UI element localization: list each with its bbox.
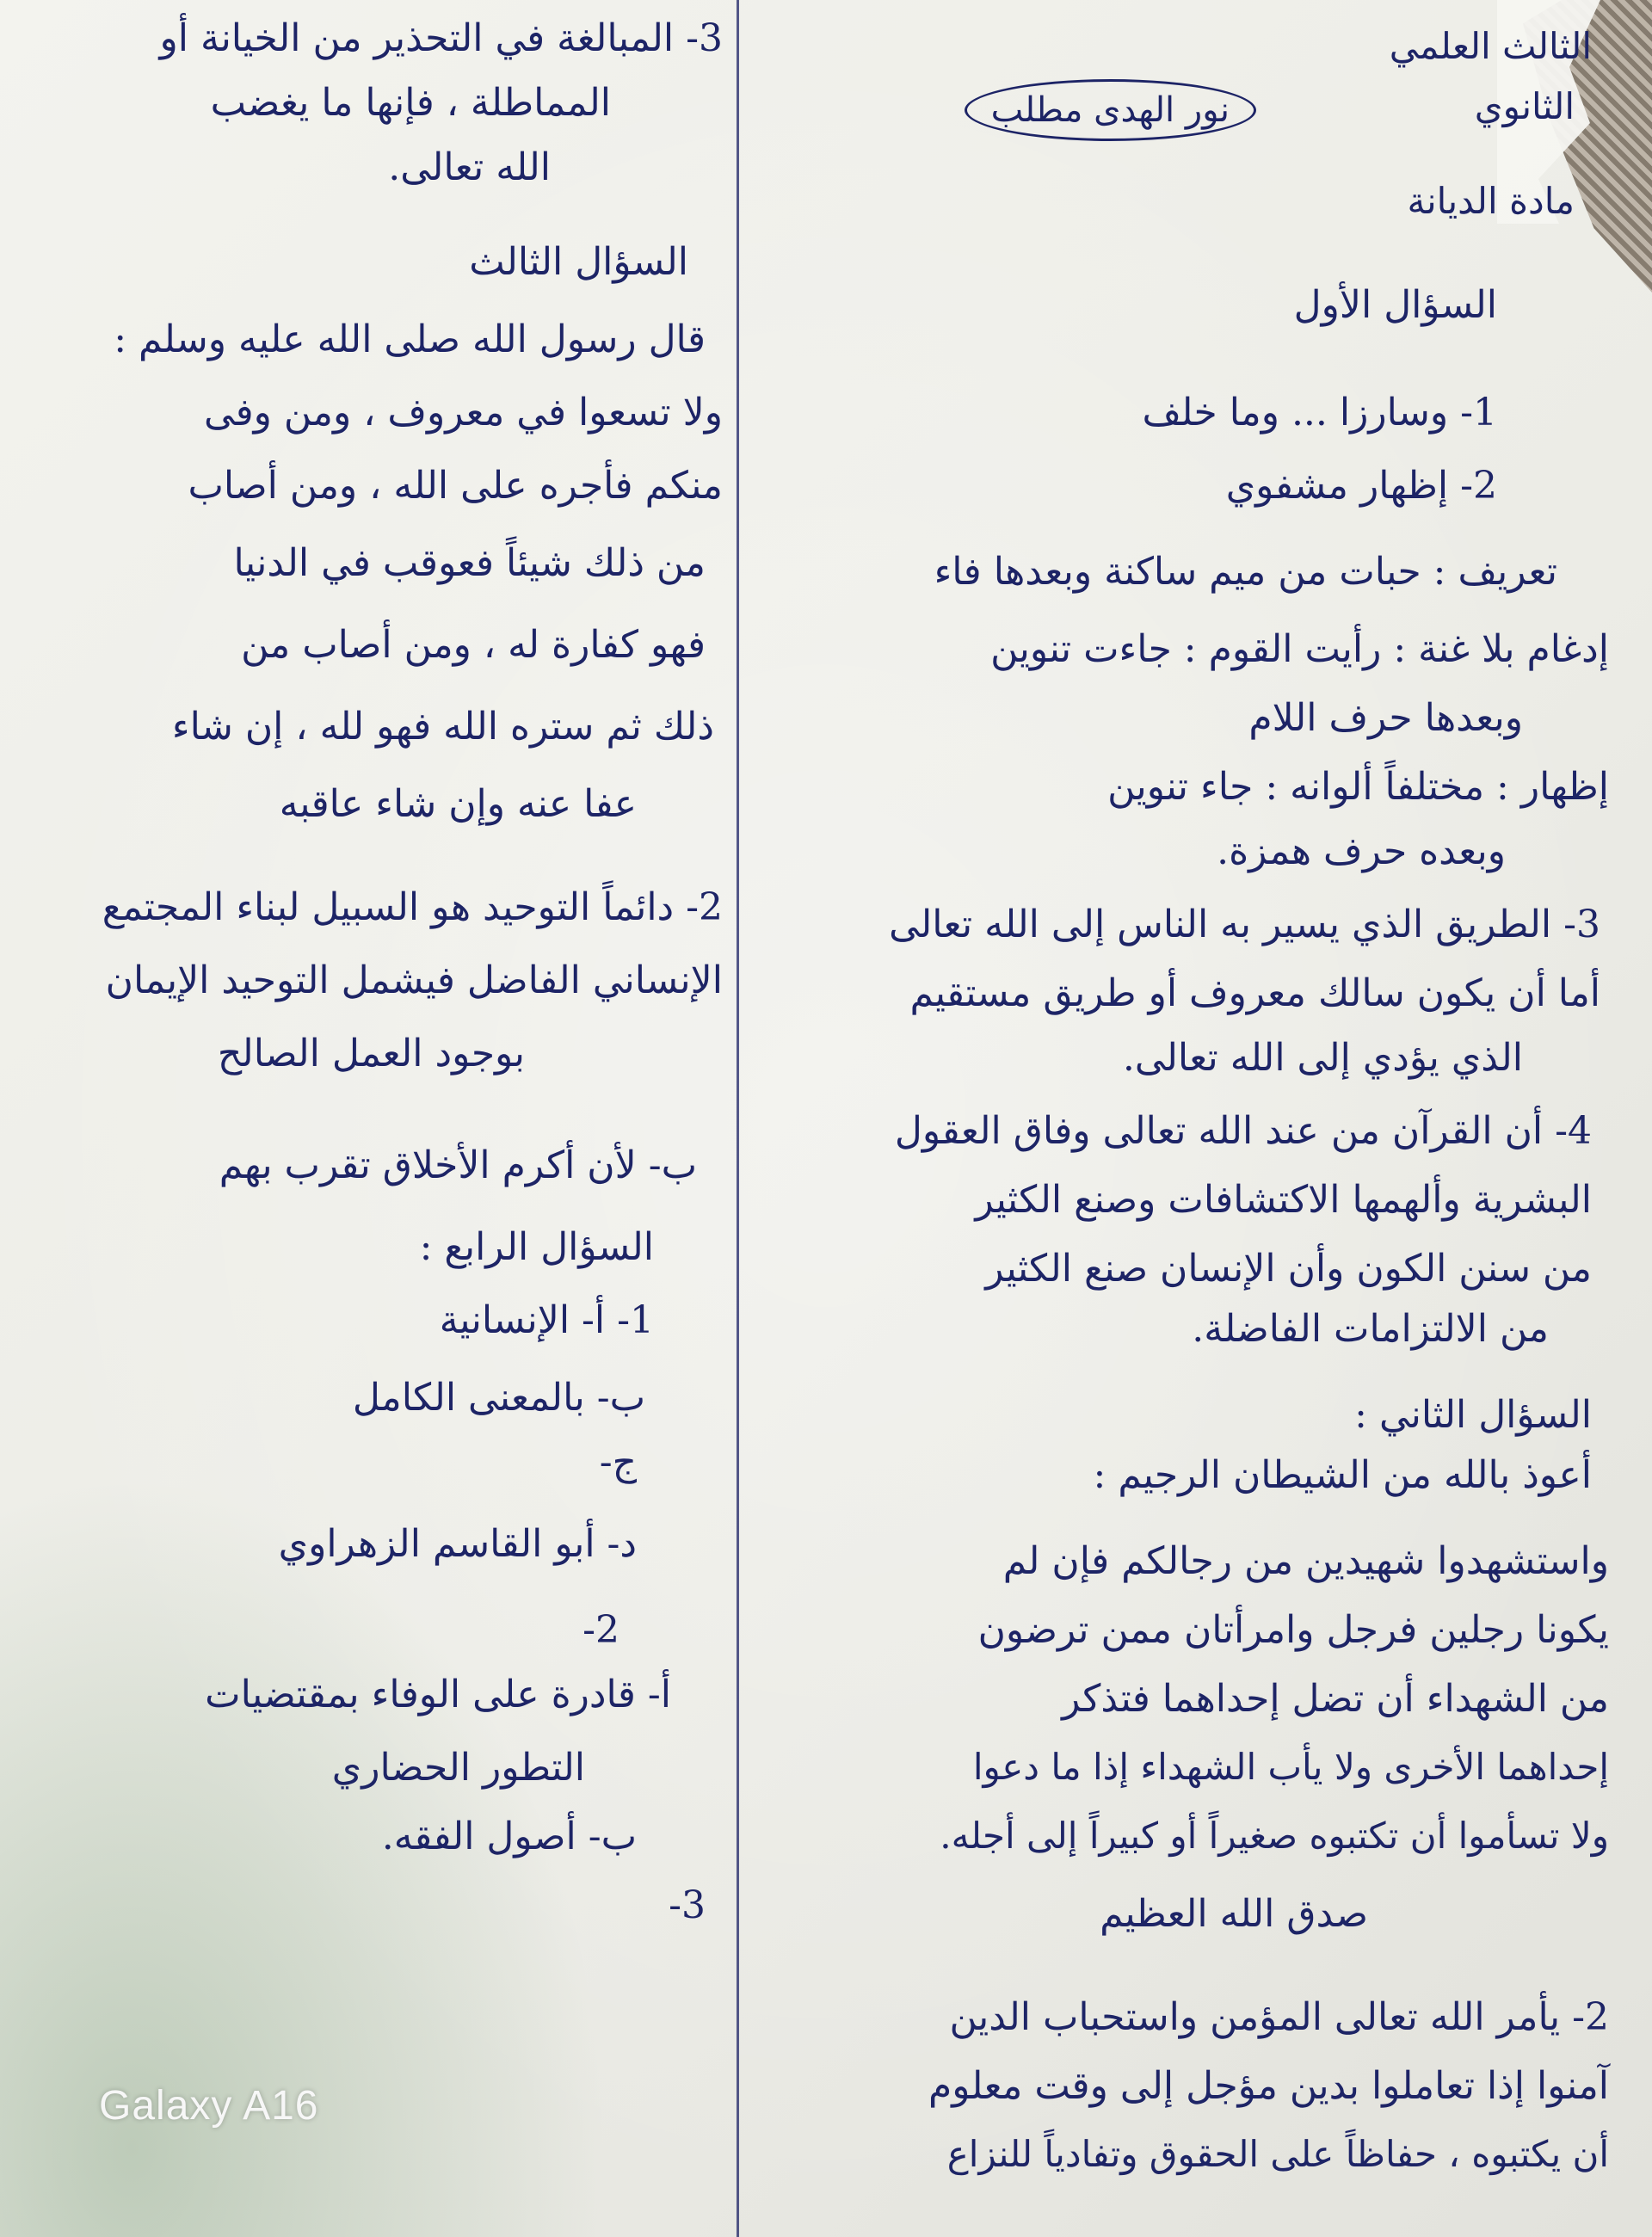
answer-line: إظهار : مختلفاً ألوانه : جاء تنوين xyxy=(1107,765,1609,809)
answer-line: من الالتزامات الفاضلة. xyxy=(1192,1307,1549,1351)
answer-line: 3- الطريق الذي يسير به الناس إلى الله تعالى xyxy=(889,903,1600,946)
answer-line: وبعده حرف همزة. xyxy=(1217,829,1506,873)
header-level: الثانوي xyxy=(1474,85,1575,127)
camera-watermark: Galaxy A16 xyxy=(99,2083,319,2129)
q1-heading: السؤال الأول xyxy=(1293,283,1497,327)
answer-line: 3- المبالغة في التحذير من الخيانة أو xyxy=(159,16,723,60)
answer-line: الإنساني الفاضل فيشمل التوحيد الإيمان xyxy=(105,958,723,1002)
answer-line: وبعدها حرف اللام xyxy=(1248,696,1523,740)
answer-line: إدغام بلا غنة : رأيت القوم : جاءت تنوين xyxy=(990,627,1609,671)
q3-heading: السؤال الثالث xyxy=(469,240,688,284)
answer-line: الذي يؤدي إلى الله تعالى. xyxy=(1122,1036,1523,1080)
header-subject: مادة الديانة xyxy=(1407,180,1575,222)
answer-line: 3- xyxy=(669,1883,706,1927)
answer-line: ب- أصول الفقه. xyxy=(381,1815,637,1858)
answer-line: ذلك ثم ستره الله فهو لله ، إن شاء xyxy=(171,705,714,749)
answer-line: الله تعالى. xyxy=(388,145,551,189)
answer-line: د- أبو القاسم الزهراوي xyxy=(278,1522,637,1566)
answer-line: صدق الله العظيم xyxy=(1100,1892,1368,1936)
answer-line: 4- أن القرآن من عند الله تعالى وفاق العقول xyxy=(894,1109,1592,1153)
answer-line: فهو كفارة له ، ومن أصاب من xyxy=(241,623,706,667)
answer-line: ب- بالمعنى الكامل xyxy=(352,1376,645,1420)
right-column xyxy=(749,0,1626,2237)
answer-line: 2- يأمر الله تعالى المؤمن واستحباب الدين xyxy=(949,1995,1609,2039)
answer-line: ولا تسعوا في معروف ، ومن وفى xyxy=(203,391,723,434)
answer-line: ب- لأن أكرم الأخلاق تقرب بهم xyxy=(219,1143,697,1187)
answer-line: عفا عنه وإن شاء عاقبه xyxy=(279,782,637,826)
answer-line: أما أن يكون سالك معروف أو طريق مستقيم xyxy=(909,971,1600,1015)
answer-line: البشرية وألهمها الاكتشافات وصنع الكثير xyxy=(975,1178,1592,1222)
answer-line: أعوذ بالله من الشيطان الرجيم : xyxy=(1093,1453,1592,1497)
answer-line: منكم فأجره على الله ، ومن أصاب xyxy=(188,464,723,508)
column-divider xyxy=(737,0,739,2237)
answer-line: أ- قادرة على الوفاء بمقتضيات xyxy=(205,1673,671,1716)
q2-heading: السؤال الثاني : xyxy=(1354,1393,1592,1437)
answer-line: قال رسول الله صلى الله عليه وسلم : xyxy=(114,317,706,361)
answer-line: 2- إظهار مشفوي xyxy=(1225,464,1497,508)
answer-line: إحداهما الأخرى ولا يأب الشهداء إذا ما دعوا xyxy=(972,1746,1609,1788)
answer-line: 2- دائماً التوحيد هو السبيل لبناء المجتمع xyxy=(102,885,723,929)
answer-line: من ذلك شيئاً فعوقب في الدنيا xyxy=(233,541,706,585)
answer-line: ولا تسأموا أن تكتبوه صغيراً أو كبيراً إلى أجله. xyxy=(940,1815,1609,1857)
answer-line: واستشهدوا شهيدين من رجالكم فإن لم xyxy=(1002,1539,1609,1583)
answer-line: 2- xyxy=(583,1608,620,1652)
answer-line: التطور الحضاري xyxy=(331,1746,585,1790)
q4-heading: السؤال الرابع : xyxy=(419,1225,654,1269)
left-column xyxy=(17,0,723,2237)
answer-line: المماطلة ، فإنها ما يغضب xyxy=(210,81,611,125)
answer-line: يكونا رجلين فرجل وامرأتان ممن ترضون xyxy=(977,1608,1609,1652)
answer-line: أن يكتبوه ، حفاظاً على الحقوق وتفادياً للنزاع xyxy=(946,2133,1609,2175)
answer-line: من الشهداء أن تضل إحداهما فتذكر xyxy=(1062,1677,1609,1721)
student-name-badge: نور الهدى مطلب xyxy=(965,79,1256,141)
answer-line: من سنن الكون وأن الإنسان صنع الكثير xyxy=(985,1247,1592,1291)
answer-line: بوجود العمل الصالح xyxy=(217,1032,525,1075)
header-grade: الثالث العلمي xyxy=(1389,25,1592,67)
answer-line: تعريف : حبات من ميم ساكنة وبعدها فاء xyxy=(934,550,1557,594)
answer-line: 1- أ- الإنسانية xyxy=(439,1298,654,1342)
answer-line: 1- وسارزا ... وما خلف xyxy=(1142,391,1497,434)
answer-line: آمنوا إذا تعاملوا بدين مؤجل إلى وقت معلوم xyxy=(928,2064,1609,2108)
answer-line: ج- xyxy=(599,1440,637,1484)
